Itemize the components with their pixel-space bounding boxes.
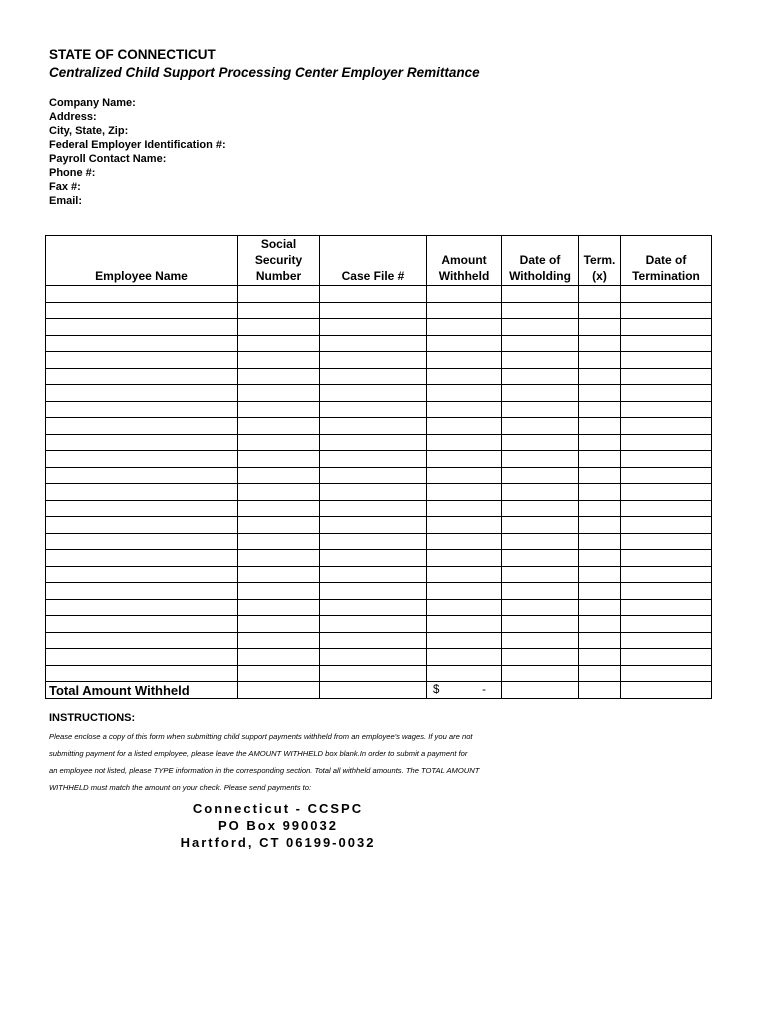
table-row [46,599,712,616]
col-employee-name: Employee Name [46,236,238,286]
total-cell-term[interactable] [579,682,621,699]
ssn-cell[interactable] [238,302,320,319]
ssn-cell[interactable] [238,484,320,501]
date-of-termination-cell[interactable] [621,352,712,369]
amount-withheld-cell[interactable] [427,550,502,567]
employer-info-fields [49,96,226,208]
term-cell[interactable] [579,401,621,418]
date-of-termination-cell[interactable] [621,665,712,682]
case-file-cell[interactable] [320,583,427,600]
field-city-state-zip: City, State, Zip: [49,125,129,137]
date-of-termination-cell[interactable] [621,451,712,468]
table-row [46,500,712,517]
table-row [46,517,712,534]
ssn-cell[interactable] [238,616,320,633]
total-amount-cell[interactable] [427,682,502,699]
date-of-witholding-cell[interactable] [502,434,579,451]
case-file-cell[interactable] [320,632,427,649]
ssn-cell[interactable] [238,451,320,468]
amount-withheld-cell[interactable] [427,649,502,666]
employee-name-cell[interactable] [46,517,238,534]
table-header-row [46,236,712,286]
ssn-cell[interactable] [238,352,320,369]
ssn-cell[interactable] [238,319,320,336]
case-file-cell[interactable] [320,451,427,468]
ssn-cell[interactable] [238,368,320,385]
amount-withheld-cell[interactable] [427,418,502,435]
term-cell[interactable] [579,352,621,369]
instructions-line: Please enclose a copy of this form when submitting child support payments withheld from an employee's wages. If you are not [49,732,473,741]
date-of-witholding-cell[interactable] [502,533,579,550]
remittance-table [45,235,712,699]
employee-name-cell[interactable] [46,368,238,385]
col-term: Term. (x) [579,236,621,286]
case-file-cell[interactable] [320,434,427,451]
case-file-cell[interactable] [320,533,427,550]
amount-withheld-cell[interactable] [427,533,502,550]
date-of-witholding-cell[interactable] [502,517,579,534]
case-file-cell[interactable] [320,566,427,583]
date-of-witholding-cell[interactable] [502,352,579,369]
case-file-cell[interactable] [320,599,427,616]
amount-withheld-cell[interactable] [427,451,502,468]
case-file-cell[interactable] [320,401,427,418]
date-of-termination-cell[interactable] [621,500,712,517]
amount-withheld-cell[interactable] [427,302,502,319]
date-of-witholding-cell[interactable] [502,649,579,666]
employee-name-cell[interactable] [46,352,238,369]
col-case-file: Case File # [320,236,427,286]
date-of-witholding-cell[interactable] [502,401,579,418]
term-cell[interactable] [579,335,621,352]
amount-withheld-cell[interactable] [427,319,502,336]
total-cell-date[interactable] [502,682,579,699]
date-of-witholding-cell[interactable] [502,550,579,567]
amount-withheld-cell[interactable] [427,566,502,583]
date-of-termination-cell[interactable] [621,566,712,583]
field-fax: Fax #: [49,181,81,193]
total-cell-termdate[interactable] [621,682,712,699]
amount-withheld-cell[interactable] [427,368,502,385]
instructions-heading: INSTRUCTIONS: [49,712,136,724]
table-row [46,418,712,435]
date-of-witholding-cell[interactable] [502,467,579,484]
table-row [46,566,712,583]
ssn-cell[interactable] [238,385,320,402]
amount-withheld-cell[interactable] [427,632,502,649]
term-cell[interactable] [579,550,621,567]
col-ssn: Social Security Number [238,236,320,286]
date-of-termination-cell[interactable] [621,533,712,550]
amount-withheld-cell[interactable] [427,385,502,402]
ssn-cell[interactable] [238,517,320,534]
case-file-cell[interactable] [320,665,427,682]
date-of-termination-cell[interactable] [621,616,712,633]
total-currency: $ [433,684,440,696]
address-line-3: Hartford, CT 06199-0032 [180,835,376,850]
term-cell[interactable] [579,302,621,319]
instructions-text [49,728,480,796]
case-file-cell[interactable] [320,352,427,369]
date-of-termination-cell[interactable] [621,385,712,402]
term-cell[interactable] [579,418,621,435]
table-row [46,649,712,666]
employee-name-cell[interactable] [46,302,238,319]
ssn-cell[interactable] [238,533,320,550]
table-row [46,434,712,451]
date-of-termination-cell[interactable] [621,484,712,501]
ssn-cell[interactable] [238,665,320,682]
case-file-cell[interactable] [320,302,427,319]
ssn-cell[interactable] [238,434,320,451]
term-cell[interactable] [579,319,621,336]
case-file-cell[interactable] [320,368,427,385]
date-of-termination-cell[interactable] [621,517,712,534]
term-cell[interactable] [579,533,621,550]
table-row [46,467,712,484]
table-row [46,616,712,633]
ssn-cell[interactable] [238,583,320,600]
employee-name-cell[interactable] [46,583,238,600]
employee-name-cell[interactable] [46,434,238,451]
total-label: Total Amount Withheld [46,682,238,699]
date-of-termination-cell[interactable] [621,632,712,649]
term-cell[interactable] [579,385,621,402]
table-row [46,550,712,567]
date-of-witholding-cell[interactable] [502,583,579,600]
ssn-cell[interactable] [238,632,320,649]
field-payroll-contact: Payroll Contact Name: [49,153,167,165]
case-file-cell[interactable] [320,649,427,666]
ssn-cell[interactable] [238,649,320,666]
amount-withheld-cell[interactable] [427,500,502,517]
table-row [46,385,712,402]
employee-name-cell[interactable] [46,566,238,583]
employee-name-cell[interactable] [46,401,238,418]
date-of-termination-cell[interactable] [621,649,712,666]
table-row [46,352,712,369]
date-of-witholding-cell[interactable] [502,385,579,402]
employee-name-cell[interactable] [46,385,238,402]
date-of-termination-cell[interactable] [621,335,712,352]
employee-name-cell[interactable] [46,616,238,633]
amount-withheld-cell[interactable] [427,352,502,369]
field-email: Email: [49,195,83,207]
employee-name-cell[interactable] [46,484,238,501]
ssn-cell[interactable] [238,335,320,352]
instructions-line: WITHHELD must match the amount on your check. Please send payments to: [49,783,312,792]
term-cell[interactable] [579,665,621,682]
case-file-cell[interactable] [320,550,427,567]
total-row [46,682,712,699]
field-fein: Federal Employer Identification #: [49,139,226,151]
total-value: - [482,684,486,696]
total-cell-ssn[interactable] [238,682,320,699]
date-of-witholding-cell[interactable] [502,368,579,385]
date-of-witholding-cell[interactable] [502,286,579,303]
date-of-termination-cell[interactable] [621,583,712,600]
date-of-witholding-cell[interactable] [502,632,579,649]
table-row [46,286,712,303]
instructions-line: submitting payment for a listed employee, please leave the AMOUNT WITHHELD box blank.In order to submit a payment for [49,749,468,758]
field-phone: Phone #: [49,167,96,179]
ssn-cell[interactable] [238,500,320,517]
table-row [46,665,712,682]
term-cell[interactable] [579,517,621,534]
employee-name-cell[interactable] [46,335,238,352]
col-amount-withheld: Amount Withheld [427,236,502,286]
table-row [46,533,712,550]
date-of-termination-cell[interactable] [621,302,712,319]
date-of-witholding-cell[interactable] [502,500,579,517]
amount-withheld-cell[interactable] [427,484,502,501]
ssn-cell[interactable] [238,599,320,616]
amount-withheld-cell[interactable] [427,616,502,633]
term-cell[interactable] [579,500,621,517]
term-cell[interactable] [579,286,621,303]
employee-name-cell[interactable] [46,451,238,468]
date-of-witholding-cell[interactable] [502,418,579,435]
case-file-cell[interactable] [320,517,427,534]
date-of-witholding-cell[interactable] [502,302,579,319]
date-of-witholding-cell[interactable] [502,665,579,682]
term-cell[interactable] [579,451,621,468]
case-file-cell[interactable] [320,484,427,501]
employee-name-cell[interactable] [46,665,238,682]
amount-withheld-cell[interactable] [427,517,502,534]
case-file-cell[interactable] [320,335,427,352]
amount-withheld-cell[interactable] [427,335,502,352]
date-of-witholding-cell[interactable] [502,451,579,468]
amount-withheld-cell[interactable] [427,583,502,600]
table-row [46,451,712,468]
term-cell[interactable] [579,368,621,385]
date-of-termination-cell[interactable] [621,286,712,303]
term-cell[interactable] [579,566,621,583]
table-row [46,319,712,336]
employee-name-cell[interactable] [46,533,238,550]
address-line-2: PO Box 990032 [218,818,338,833]
case-file-cell[interactable] [320,286,427,303]
ssn-cell[interactable] [238,550,320,567]
amount-withheld-cell[interactable] [427,401,502,418]
date-of-witholding-cell[interactable] [502,335,579,352]
table-row [46,302,712,319]
table-row [46,368,712,385]
col-date-of-witholding: Date of Witholding [502,236,579,286]
amount-withheld-cell[interactable] [427,286,502,303]
table-body [46,286,712,682]
date-of-termination-cell[interactable] [621,368,712,385]
date-of-witholding-cell[interactable] [502,616,579,633]
date-of-termination-cell[interactable] [621,599,712,616]
employee-name-cell[interactable] [46,319,238,336]
term-cell[interactable] [579,484,621,501]
date-of-witholding-cell[interactable] [502,484,579,501]
amount-withheld-cell[interactable] [427,434,502,451]
case-file-cell[interactable] [320,467,427,484]
case-file-cell[interactable] [320,616,427,633]
employee-name-cell[interactable] [46,467,238,484]
mailing-address [0,800,556,851]
instructions-line: an employee not listed, please TYPE information in the corresponding section. Total all withheld amounts. The TOTAL AMOUNT [49,766,480,775]
form-state-title: STATE OF CONNECTICUT [49,47,216,62]
date-of-witholding-cell[interactable] [502,566,579,583]
date-of-termination-cell[interactable] [621,467,712,484]
amount-withheld-cell[interactable] [427,467,502,484]
col-date-of-termination: Date of Termination [621,236,712,286]
date-of-witholding-cell[interactable] [502,319,579,336]
date-of-termination-cell[interactable] [621,319,712,336]
ssn-cell[interactable] [238,286,320,303]
term-cell[interactable] [579,599,621,616]
term-cell[interactable] [579,632,621,649]
amount-withheld-cell[interactable] [427,599,502,616]
term-cell[interactable] [579,434,621,451]
term-cell[interactable] [579,649,621,666]
employee-name-cell[interactable] [46,599,238,616]
table-row [46,632,712,649]
ssn-cell[interactable] [238,566,320,583]
employee-name-cell[interactable] [46,550,238,567]
date-of-witholding-cell[interactable] [502,599,579,616]
table-row [46,335,712,352]
ssn-cell[interactable] [238,418,320,435]
form-title: Centralized Child Support Processing Center Employer Remittance [49,65,480,80]
table-row [46,583,712,600]
employee-name-cell[interactable] [46,286,238,303]
date-of-termination-cell[interactable] [621,401,712,418]
table-row [46,484,712,501]
term-cell[interactable] [579,467,621,484]
term-cell[interactable] [579,616,621,633]
field-address: Address: [49,111,97,123]
date-of-termination-cell[interactable] [621,418,712,435]
field-company-name: Company Name: [49,97,136,109]
case-file-cell[interactable] [320,418,427,435]
employee-name-cell[interactable] [46,632,238,649]
amount-withheld-cell[interactable] [427,665,502,682]
address-line-1: Connecticut - CCSPC [192,801,364,816]
date-of-termination-cell[interactable] [621,434,712,451]
table-row [46,401,712,418]
employee-name-cell[interactable] [46,418,238,435]
case-file-cell[interactable] [320,500,427,517]
case-file-cell[interactable] [320,385,427,402]
ssn-cell[interactable] [238,401,320,418]
date-of-termination-cell[interactable] [621,550,712,567]
term-cell[interactable] [579,583,621,600]
case-file-cell[interactable] [320,319,427,336]
ssn-cell[interactable] [238,467,320,484]
total-cell-case[interactable] [320,682,427,699]
employee-name-cell[interactable] [46,649,238,666]
employee-name-cell[interactable] [46,500,238,517]
